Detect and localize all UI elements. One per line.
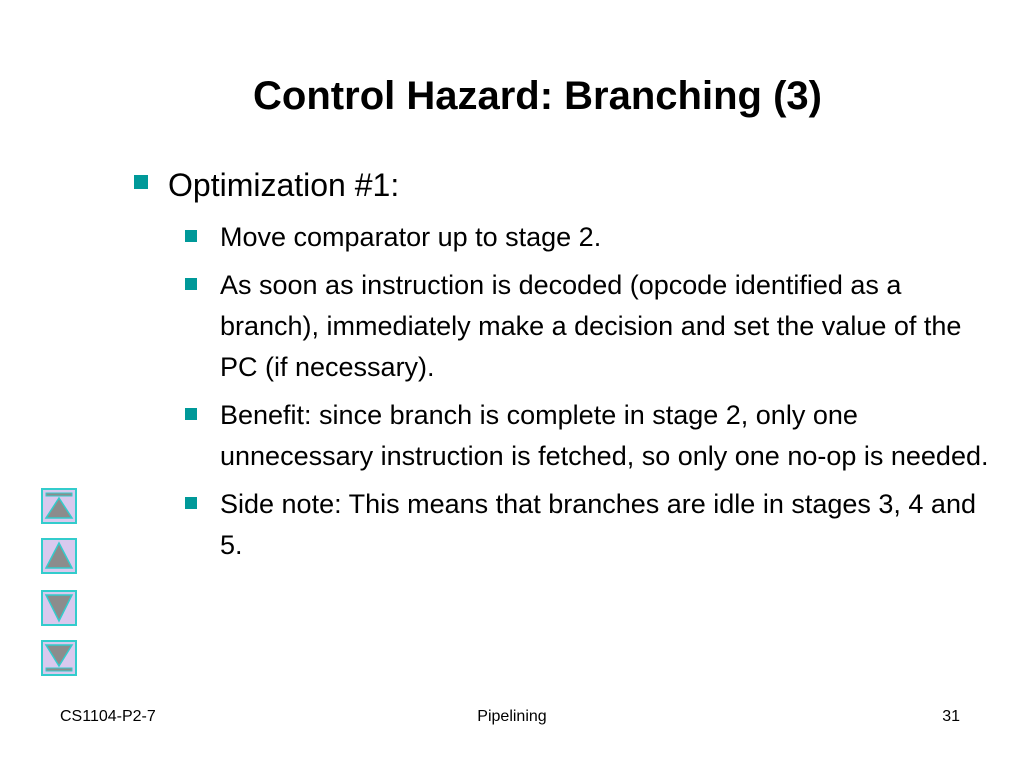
last-slide-button[interactable]: [41, 640, 77, 676]
previous-slide-icon: [43, 540, 75, 572]
bullet-text: Optimization #1:: [168, 167, 400, 203]
bullet-list: [130, 160, 990, 566]
sub-bullet-text: Move comparator up to stage 2.: [220, 222, 602, 252]
square-bullet-icon: [185, 230, 197, 242]
footer-course-code: CS1104-P2-7: [60, 708, 156, 725]
square-bullet-icon: [185, 278, 197, 290]
footer-topic: Pipelining: [477, 708, 547, 725]
sub-bullet-item: [130, 395, 990, 477]
sub-bullet-text: Side note: This means that branches are idle in stages 3, 4 and 5.: [220, 489, 976, 560]
sub-bullet-text: Benefit: since branch is complete in stage 2, only one unnecessary instruction is fetched, so only one no-op is needed.: [220, 400, 989, 471]
sub-bullet-item: [130, 484, 990, 566]
first-slide-button[interactable]: [41, 488, 77, 524]
slide-title: Control Hazard: Branching (3): [253, 74, 822, 118]
last-slide-icon: [43, 642, 75, 674]
footer-slide-number: 31: [942, 708, 960, 725]
sub-bullet-text: As soon as instruction is decoded (opcode identified as a branch), immediately make a decision and set the value of the PC (if necessary).: [220, 270, 962, 382]
next-slide-button[interactable]: [41, 590, 77, 626]
square-bullet-icon: [134, 175, 148, 189]
square-bullet-icon: [185, 497, 197, 509]
sub-bullet-item: [130, 217, 990, 258]
first-slide-icon: [43, 490, 75, 522]
square-bullet-icon: [185, 408, 197, 420]
sub-bullet-item: [130, 265, 990, 388]
next-slide-icon: [43, 592, 75, 624]
previous-slide-button[interactable]: [41, 538, 77, 574]
bullet-item-main: [130, 160, 990, 210]
